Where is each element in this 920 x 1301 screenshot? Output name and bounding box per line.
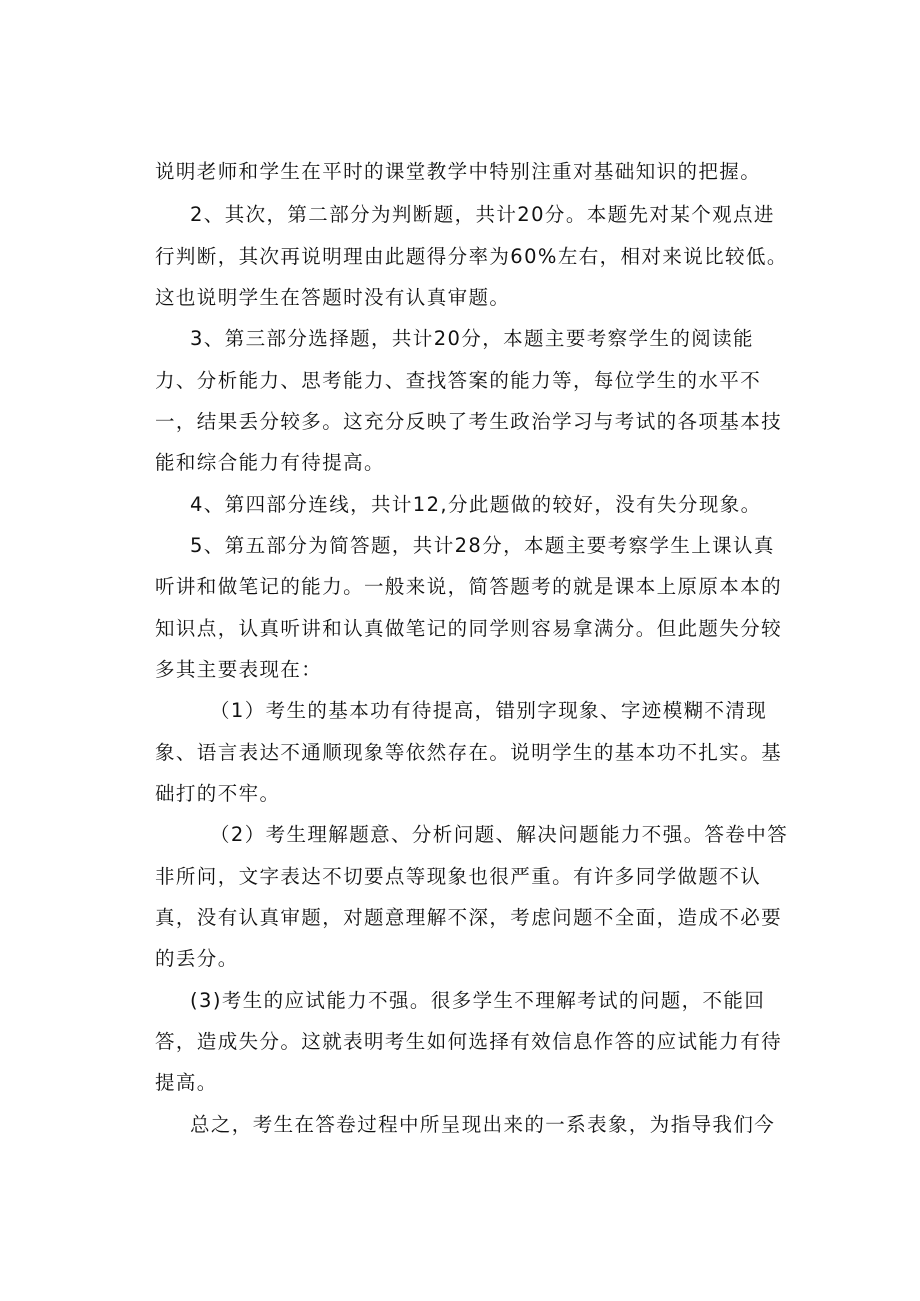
text-line: 行判断，其次再说明理由此题得分率为60%左右，相对来说比较低。	[155, 245, 788, 268]
text-line: （1）考生的基本功有待提高，错别字现象、字迹模糊不清现	[210, 699, 768, 722]
text-line: 4、第四部分连线，共计12,分此题做的较好，没有失分现象。	[190, 493, 762, 516]
text-line: （2）考生理解题意、分析问题、解决问题能力不强。答卷中答	[210, 823, 789, 846]
text-line: 的丢分。	[155, 947, 239, 970]
text-line: 提高。	[155, 1071, 218, 1094]
text-line: 能和综合能力有待提高。	[155, 451, 385, 474]
text-line: 总之，考生在答卷过程中所呈现出来的一系表象，为指导我们今	[190, 1113, 776, 1136]
text-line: 说明老师和学生在平时的课堂教学中特别注重对基础知识的把握。	[155, 160, 762, 183]
text-line: (3)考生的应试能力不强。很多学生不理解考试的问题，不能回	[190, 989, 766, 1012]
text-line: 非所问，文字表达不切要点等现象也很严重。有许多同学做题不认	[155, 865, 762, 888]
text-line: 2、其次，第二部分为判断题，共计20分。本题先对某个观点进	[190, 203, 775, 226]
text-line: 真，没有认真审题，对题意理解不深，考虑问题不全面，造成不必要	[155, 906, 783, 929]
text-line: 一，结果丢分较多。这充分反映了考生政治学习与考试的各项基本技	[155, 410, 783, 433]
text-line: 知识点，认真听讲和认真做笔记的同学则容易拿满分。但此题失分较	[155, 617, 783, 640]
text-line: 力、分析能力、思考能力、查找答案的能力等，每位学生的水平不	[155, 369, 762, 392]
text-line: 5、第五部分为简答题，共计28分，本题主要考察学生上课认真	[190, 534, 775, 557]
text-line: 答，造成失分。这就表明考生如何选择有效信息作答的应试能力有待	[155, 1030, 783, 1053]
text-line: 象、语言表达不通顺现象等依然存在。说明学生的基本功不扎实。基	[155, 741, 783, 764]
text-line: 听讲和做笔记的能力。一般来说，简答题考的就是课本上原原本本的	[155, 575, 783, 598]
text-line: 础打的不牢。	[155, 782, 281, 805]
text-line: 3、第三部分选择题，共计20分，本题主要考察学生的阅读能	[190, 327, 754, 350]
text-line: 这也说明学生在答题时没有认真审题。	[155, 286, 511, 309]
text-line: 多其主要表现在：	[155, 658, 323, 681]
